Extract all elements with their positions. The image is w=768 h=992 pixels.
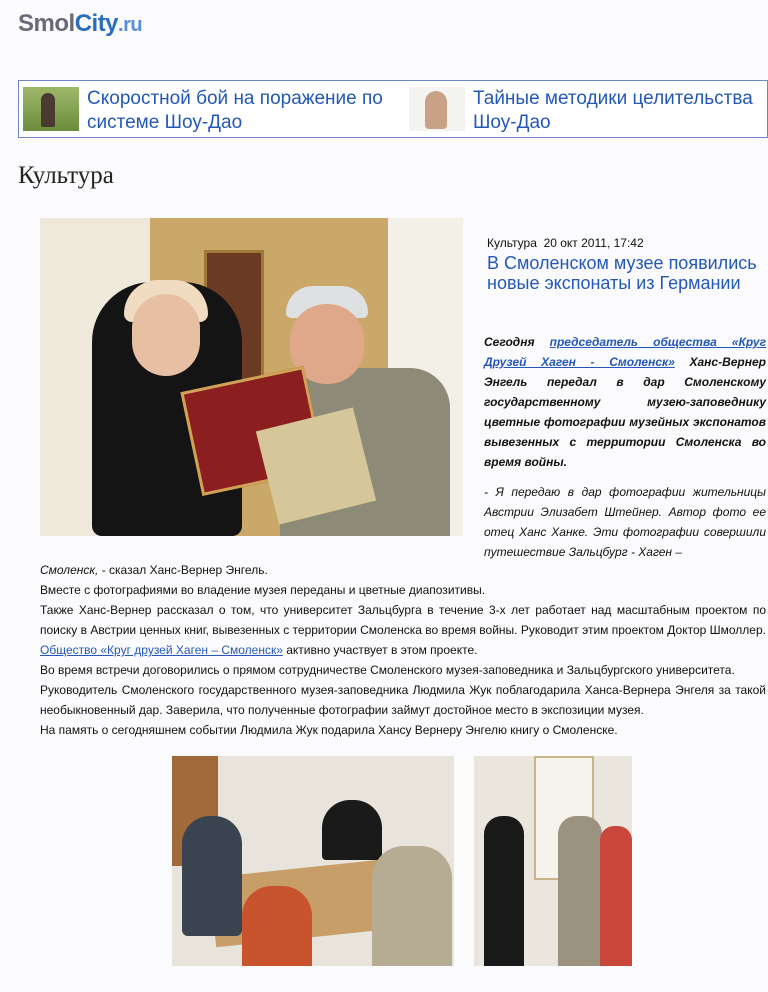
ad-link-1[interactable]: Скоростной бой на поражение по системе Шоу-Дао (87, 88, 383, 133)
article-headline: В Смоленском музее появились новые экспонаты из Германии (487, 253, 757, 293)
society-link[interactable]: председатель общества «Круг Друзей Хаген - Смоленск» (484, 335, 766, 369)
society-link-2[interactable]: Общество «Круг друзей Хаген – Смоленск» (40, 643, 283, 657)
article-photo-handover (474, 756, 632, 966)
ad-link-2[interactable]: Тайные методики целительства Шоу-Дао (473, 88, 753, 133)
lead-suffix: Ханс-Вернер Энгель передал в дар Смоленскому государственному музею-заповеднику цветные фотографии музейных экспонатов вывезенных с территории Смоленска во время войны. (484, 355, 766, 469)
article-lead (484, 332, 766, 472)
ad-banner (18, 80, 768, 138)
body-paragraph-4: Во время встречи договорились о прямом сотрудничестве Смоленского музея-заповедника и Зальцбургского университета. (40, 663, 735, 677)
ad-item-2[interactable] (409, 87, 763, 135)
article-date: 20 окт 2011, 17:42 (543, 236, 644, 250)
ad-thumbnail-1[interactable] (23, 87, 79, 131)
lead-prefix: Сегодня (484, 335, 550, 349)
article-meta (487, 236, 644, 250)
body-paragraph-1 (40, 560, 766, 580)
ad-thumbnail-2[interactable] (409, 87, 465, 131)
article-body (40, 560, 766, 740)
article-category[interactable]: Культура (487, 236, 537, 250)
article-photo-meeting (172, 756, 454, 966)
body-paragraph-3 (40, 600, 766, 660)
paragraph-3-text: Также Ханс-Вернер рассказал о том, что университет Зальцбурга в течение 3-х лет работает над масштабным проектом по поиску в Австрии ценных книг, вывезенных с территории Смоленска во время войны. Руководит этим проектом Доктор Шмоллер. (40, 603, 766, 637)
logo-text-ru: .ru (118, 14, 143, 36)
article-main-photo (40, 218, 463, 536)
section-title: Культура (18, 162, 114, 189)
body-paragraph-5: Руководитель Смоленского государственного музея-заповедника Людмила Жук поблагодарила Ханса-Вернера Энгеля за такой необыкновенный дар. Заверила, что полученные фотографии займут достойное место в экспозиции музея. (40, 683, 766, 717)
body-paragraph-6: На память о сегодняшнем событии Людмила Жук подарила Хансу Вернеру Энгелю книгу о Смоленске. (40, 723, 618, 737)
quote-continuation: Смоленск, (40, 563, 99, 577)
logo-text-smol: Smol (18, 10, 75, 37)
site-logo[interactable] (18, 10, 142, 38)
body-paragraph-2: Вместе с фотографиями во владение музея переданы и цветные диапозитивы. (40, 583, 486, 597)
quote-attribution: - сказал Ханс-Вернер Энгель. (98, 563, 268, 577)
article-quote: - Я передаю в дар фотографии жительницы Австрии Элизабет Штейнер. Автор фото ее отец Ханс Ханке. Эти фотографии совершили путешествие Зальцбург - Хаген – (484, 485, 766, 559)
paragraph-3-end: активно участвует в этом проекте. (282, 643, 478, 657)
logo-text-city: City (74, 10, 119, 37)
ad-item-1[interactable] (23, 87, 397, 135)
